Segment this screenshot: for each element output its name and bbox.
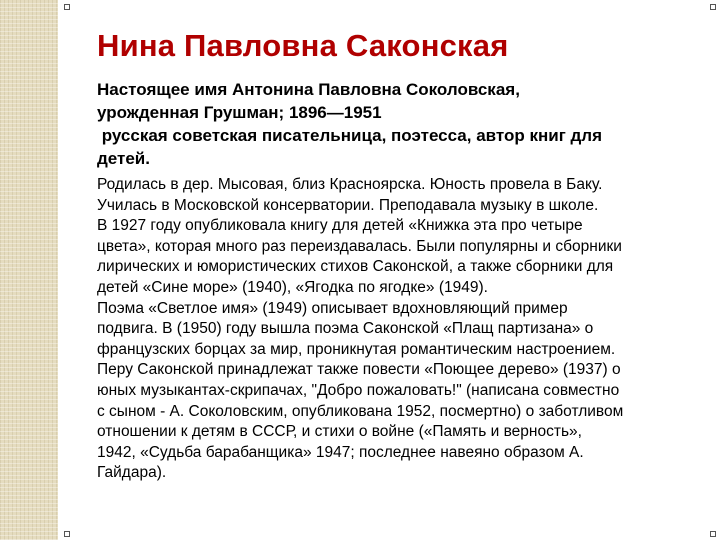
slide-title: Нина Павловна Саконская [97,28,509,63]
subtitle-line: Настоящее имя Антонина Павловна Соколовская, [97,80,520,99]
corner-marker-top-left [64,4,70,10]
body-line: подвига. В (1950) году вышла поэма Саконской «Плащ партизана» о [97,320,594,338]
body-line: юных музыкантах-скрипачах, "Добро пожаловать!" (написана совместно [97,381,620,399]
body-line: В 1927 году опубликовала книгу для детей «Книжка эта про четыре [97,217,583,235]
subtitle-line: урожденная Грушман; 1896—1951 [97,103,382,122]
slide-subtitle [97,78,712,170]
body-line: Перу Саконской принадлежат также повести «Поющее дерево» (1937) о [97,361,621,379]
corner-marker-top-right [710,4,716,10]
body-line: Училась в Московской консерватории. Преподавала музыку в школе. [97,196,599,214]
body-line: Поэма «Светлое имя» (1949) описывает вдохновляющий пример [97,299,568,317]
body-line: с сыном - А. Соколовским, опубликована 1952, посмертно) о заботливом [97,402,624,420]
body-line: Родилась в дер. Мысовая, близ Красноярска. Юность провела в Баку. [97,176,603,193]
slide-body [97,175,712,484]
body-line: 1942, «Судьба барабанщика» 1947; последнее навеяно образом А. [97,443,584,461]
body-line: цвета», которая много раз переиздавалась. Были популярны и сборники [97,237,622,255]
body-line: отношении к детям в СССР, и стихи о войне («Память и верность», [97,423,582,441]
subtitle-line: детей. [97,149,150,168]
body-line: детей «Сине море» (1940), «Ягодка по ягодке» (1949). [97,278,488,296]
subtitle-line: русская советская писательница, поэтесса, автор книг для [97,126,603,145]
corner-marker-bottom-left [64,531,70,537]
body-line: лирических и юмористических стихов Саконской, а также сборники для [97,258,614,276]
body-line: Гайдара). [97,464,167,482]
body-line: французских борцах за мир, проникнутая романтическим настроением. [97,340,616,358]
corner-marker-bottom-right [710,531,716,537]
decorative-left-band [0,0,58,540]
